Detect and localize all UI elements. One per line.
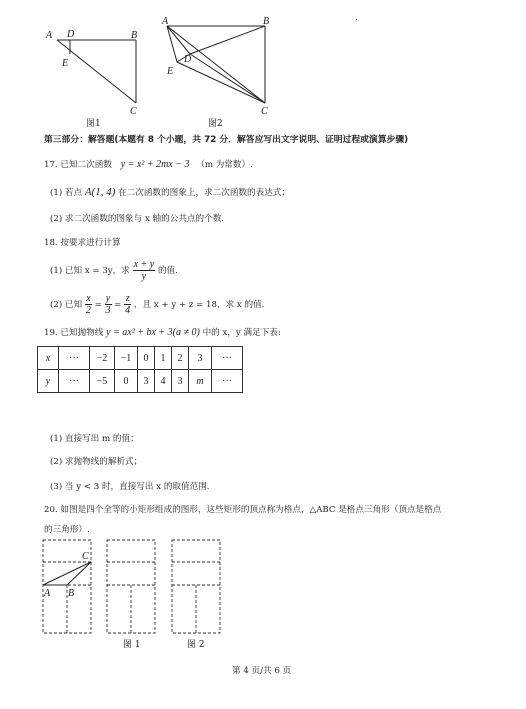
q18-frac-y: $\frac{y}{3}$ (105, 293, 111, 316)
q17-formula: y = x² + 2mx − 3 (120, 159, 190, 170)
q20-label-b: B (68, 588, 75, 599)
q20-line2: 的三角形）. (44, 525, 90, 535)
fig2-label-d: D (184, 54, 192, 65)
fig1-label-c: C (130, 106, 137, 117)
table-row-y (38, 370, 243, 393)
table-cell: 2 (172, 347, 189, 370)
table-cell: 3 (189, 347, 212, 370)
q18-part1 (50, 259, 178, 282)
top-figures (0, 0, 526, 135)
q17-part1 (50, 186, 290, 198)
fig1-caption: 图1 (86, 119, 101, 129)
fig1-label-e: E (62, 58, 69, 69)
table-cell: y (38, 370, 59, 393)
fig2-label-e: E (167, 66, 174, 77)
q19-part3: (3) 当 y < 3 时，直接写出 x 的取值范围. (50, 482, 210, 492)
q18-part2-pre: (2) 已知 (50, 300, 83, 310)
figure-2 (167, 26, 265, 103)
q19-part2: (2) 求抛物线的解析式； (50, 457, 143, 467)
q18-fraction: $\frac{x + y}{y}$ (133, 259, 155, 282)
q18-part2: (2) 已知 $\frac{x}{2}$ = $\frac{y}{3}$ = $\frac{z}{4}$ ，且 x + y + z = 18，求 x 的值. (50, 293, 265, 316)
stray-dot: . (355, 13, 358, 23)
q19-stem-text: 19. 已知抛物线 (44, 328, 104, 338)
grid-figure-2 (172, 540, 220, 633)
table-cell: 0 (115, 370, 138, 393)
table-cell: ··· (212, 370, 243, 393)
fig2-label-b: B (263, 16, 270, 27)
q19-stem (44, 326, 281, 338)
q18-part1-pre: (1) 已知 x = 3y，求 (50, 266, 130, 276)
figure-1 (57, 40, 136, 103)
section-3-header: 第三部分：解答题(本题有 8 个小题，共 72 分．解答应写出文字说明、证明过程或演算步骤) (44, 135, 409, 145)
fig1-label-d: D (67, 29, 75, 40)
table-cell: 1 (155, 347, 172, 370)
q20-caption-1: 图 1 (123, 640, 141, 650)
q18-part1-post: 的值. (157, 266, 178, 276)
table-cell: 3 (138, 370, 155, 393)
q20-caption-2: 图 2 (187, 640, 205, 650)
table-row-x (38, 347, 243, 370)
triangle-abc (43, 562, 91, 585)
table-cell: 4 (155, 370, 172, 393)
q20-figures (0, 535, 526, 655)
table-cell: −1 (115, 347, 138, 370)
q19-part1: (1) 直接写出 m 的值； (50, 434, 139, 444)
q19-formula: y = ax² + bx + 3(a ≠ 0) (106, 327, 200, 338)
fig2-label-c: C (261, 106, 268, 117)
q17-point-a: A(1, 4) (84, 186, 116, 198)
table-cell: x (38, 347, 59, 370)
grid-figure-1 (107, 540, 155, 633)
page-footer: 第 4 页/共 6 页 (232, 666, 292, 676)
q18-frac-x: $\frac{x}{2}$ (85, 293, 91, 316)
fig2-caption: 图2 (208, 119, 223, 129)
table-cell: −2 (90, 347, 115, 370)
q19-table (37, 346, 243, 393)
q20-label-c: C (82, 551, 89, 562)
q17-stem-text: 17. 已知二次函数 (44, 160, 112, 170)
q18-frac-z: $\frac{z}{4}$ (125, 293, 131, 316)
q17-part1-post: 在二次函数的图象上，求二次函数的表达式； (118, 188, 290, 198)
q20-label-a: A (44, 588, 51, 599)
table-cell: −5 (90, 370, 115, 393)
table-cell: 0 (138, 347, 155, 370)
q20-line1: 20. 如图是四个全等的小矩形组成的图形，这些矩形的顶点称为格点，△ABC 是格点三角形（顶点是格点 (44, 505, 442, 515)
table-cell: ··· (59, 370, 90, 393)
q18-stem: 18. 按要求进行计算 (44, 238, 121, 248)
fig1-label-b: B (131, 30, 138, 41)
table-cell: 3 (172, 370, 189, 393)
q17-part2: (2) 求二次函数的图象与 x 轴的公共点的个数. (50, 214, 225, 224)
table-cell: ··· (212, 347, 243, 370)
fig2-label-a: A (162, 16, 169, 27)
q17-part1-pre: (1) 若点 (50, 188, 83, 198)
q17-stem-post: （m 为常数）. (196, 160, 253, 170)
q17-stem (44, 158, 253, 170)
fig1-label-a: A (46, 30, 53, 41)
q18-part2-post: ，且 x + y + z = 18，求 x 的值. (133, 300, 265, 310)
table-cell: ··· (59, 347, 90, 370)
table-cell: m (189, 370, 212, 393)
q19-stem-post: 中的 x，y 满足下表: (202, 328, 281, 338)
